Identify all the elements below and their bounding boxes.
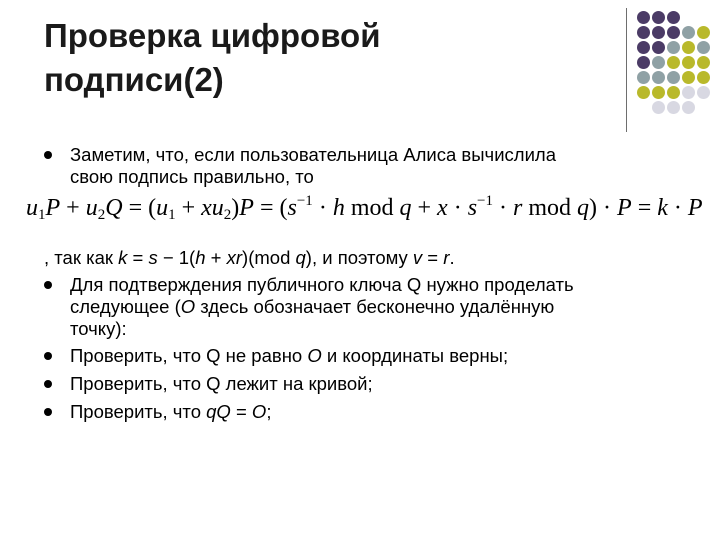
- formula-op: ): [231, 195, 240, 221]
- dot: [667, 11, 680, 24]
- bullet-5-text: ;: [266, 401, 272, 422]
- formula-k: k: [657, 195, 668, 221]
- formula-op: ·: [493, 195, 513, 221]
- dot: [682, 56, 695, 69]
- formula-mod: mod: [522, 195, 578, 221]
- formula-P: P: [617, 195, 632, 221]
- bullet-2-var: O: [180, 296, 196, 317]
- continuation-text: =: [127, 247, 149, 268]
- dot: [667, 86, 680, 99]
- title-line-2: подписи(2): [44, 61, 224, 98]
- dot: [637, 41, 650, 54]
- formula-op: ): [589, 195, 598, 221]
- formula-P: P: [687, 195, 703, 221]
- formula-exponent: −1: [296, 193, 313, 209]
- bullet-marker: [44, 408, 52, 416]
- dot: [697, 71, 710, 84]
- continuation-var: k: [118, 247, 128, 268]
- dot: [652, 26, 665, 39]
- formula-mod: mod: [344, 195, 400, 221]
- dot: [682, 41, 695, 54]
- dot: [637, 86, 650, 99]
- bullet-2-line-3: точку):: [70, 318, 127, 339]
- bullet-3-text: Проверить, что Q не равно: [70, 345, 308, 366]
- formula-op: +: [60, 195, 86, 221]
- bullet-5-text: =: [230, 401, 252, 422]
- continuation-text: − 1(: [157, 247, 196, 268]
- signature-equation: [26, 193, 703, 235]
- dot: [697, 56, 710, 69]
- dot: [667, 56, 680, 69]
- formula-op: +: [411, 195, 438, 221]
- bullet-2-text: следующее (: [70, 296, 181, 317]
- continuation-var: s: [148, 247, 158, 268]
- dot: [667, 26, 680, 39]
- dot: [682, 101, 695, 114]
- formula-op: = (: [122, 195, 157, 221]
- bullet-5-text: Проверить, что: [70, 401, 207, 422]
- bullet-3-text: и координаты верны;: [321, 345, 509, 366]
- formula-u2: u: [85, 195, 98, 221]
- bullet-3-var: O: [307, 345, 322, 366]
- bullet-marker: [44, 281, 52, 289]
- formula-xu2: xu: [201, 195, 224, 221]
- continuation-text: .: [449, 247, 455, 268]
- dot: [637, 56, 650, 69]
- continuation-text: , так как: [44, 247, 119, 268]
- bullet-4: Проверить, что Q лежит на кривой;: [70, 373, 373, 394]
- continuation-var: v: [412, 247, 423, 268]
- continuation-text: =: [422, 247, 444, 268]
- bullet-marker: [44, 352, 52, 360]
- continuation-text: ), и поэтому: [305, 247, 413, 268]
- bullet-2-line-1: Для подтверждения публичного ключа Q нужно проделать: [70, 274, 574, 295]
- dot: [652, 71, 665, 84]
- formula-h: h: [332, 195, 345, 221]
- bullet-marker: [44, 380, 52, 388]
- formula-op: ·: [447, 195, 468, 221]
- formula-op: ·: [667, 195, 688, 221]
- formula-q: q: [577, 195, 590, 221]
- dot: [652, 86, 665, 99]
- bullet-1-line-1: Заметим, что, если пользовательница Алиса вычислила: [70, 144, 556, 165]
- formula-op: =: [631, 195, 658, 221]
- formula-Q: Q: [105, 195, 123, 221]
- dot: [682, 86, 695, 99]
- formula-u1: u: [156, 195, 169, 221]
- formula-op: ·: [312, 195, 333, 221]
- formula-u1: u: [26, 195, 38, 221]
- formula-sub-1: 1: [168, 207, 176, 223]
- continuation-var: xr: [226, 247, 243, 268]
- bullet-2-line-2: [70, 296, 554, 318]
- bullet-2-text: здесь обозначает бесконечно удалённую: [195, 296, 555, 317]
- dot: [637, 11, 650, 24]
- formula-sub-1: 1: [38, 207, 46, 223]
- bullet-3: [70, 345, 508, 367]
- slide-title: [44, 14, 604, 102]
- bullet-1-line-2: свою подпись правильно, то: [70, 166, 314, 187]
- continuation-var: h: [195, 247, 206, 268]
- formula-P: P: [239, 195, 254, 221]
- dot: [652, 41, 665, 54]
- dot: [697, 26, 710, 39]
- dot: [637, 71, 650, 84]
- formula-r: r: [513, 195, 523, 221]
- continuation-text: +: [205, 247, 227, 268]
- dot: [697, 86, 710, 99]
- continuation-text: )(mod: [242, 247, 296, 268]
- decorative-dot-grid: [637, 11, 713, 119]
- dot: [682, 71, 695, 84]
- formula-s: s: [467, 195, 478, 221]
- formula-sub-2: 2: [223, 207, 232, 223]
- formula-s: s: [287, 195, 297, 221]
- decorative-divider: [626, 8, 627, 132]
- dot: [652, 101, 665, 114]
- dot: [682, 26, 695, 39]
- dot: [637, 26, 650, 39]
- formula-x: x: [437, 195, 448, 221]
- formula-sub-2: 2: [97, 207, 106, 223]
- dot: [667, 71, 680, 84]
- formula-q: q: [399, 195, 412, 221]
- continuation-line: [44, 247, 455, 269]
- bullet-5: [70, 401, 271, 423]
- bullet-marker: [44, 151, 52, 159]
- dot: [652, 11, 665, 24]
- formula-op: +: [175, 195, 202, 221]
- dot: [652, 56, 665, 69]
- bullet-5-var: O: [251, 401, 267, 422]
- formula-op: ·: [597, 195, 618, 221]
- dot: [667, 101, 680, 114]
- title-line-1: Проверка цифровой: [44, 17, 381, 54]
- dot: [697, 41, 710, 54]
- formula-op: = (: [253, 195, 288, 221]
- continuation-var: r: [443, 247, 450, 268]
- continuation-var: q: [295, 247, 306, 268]
- formula-P: P: [45, 195, 61, 221]
- dot: [667, 41, 680, 54]
- formula-exponent: −1: [477, 193, 493, 209]
- bullet-5-var: qQ: [206, 401, 231, 422]
